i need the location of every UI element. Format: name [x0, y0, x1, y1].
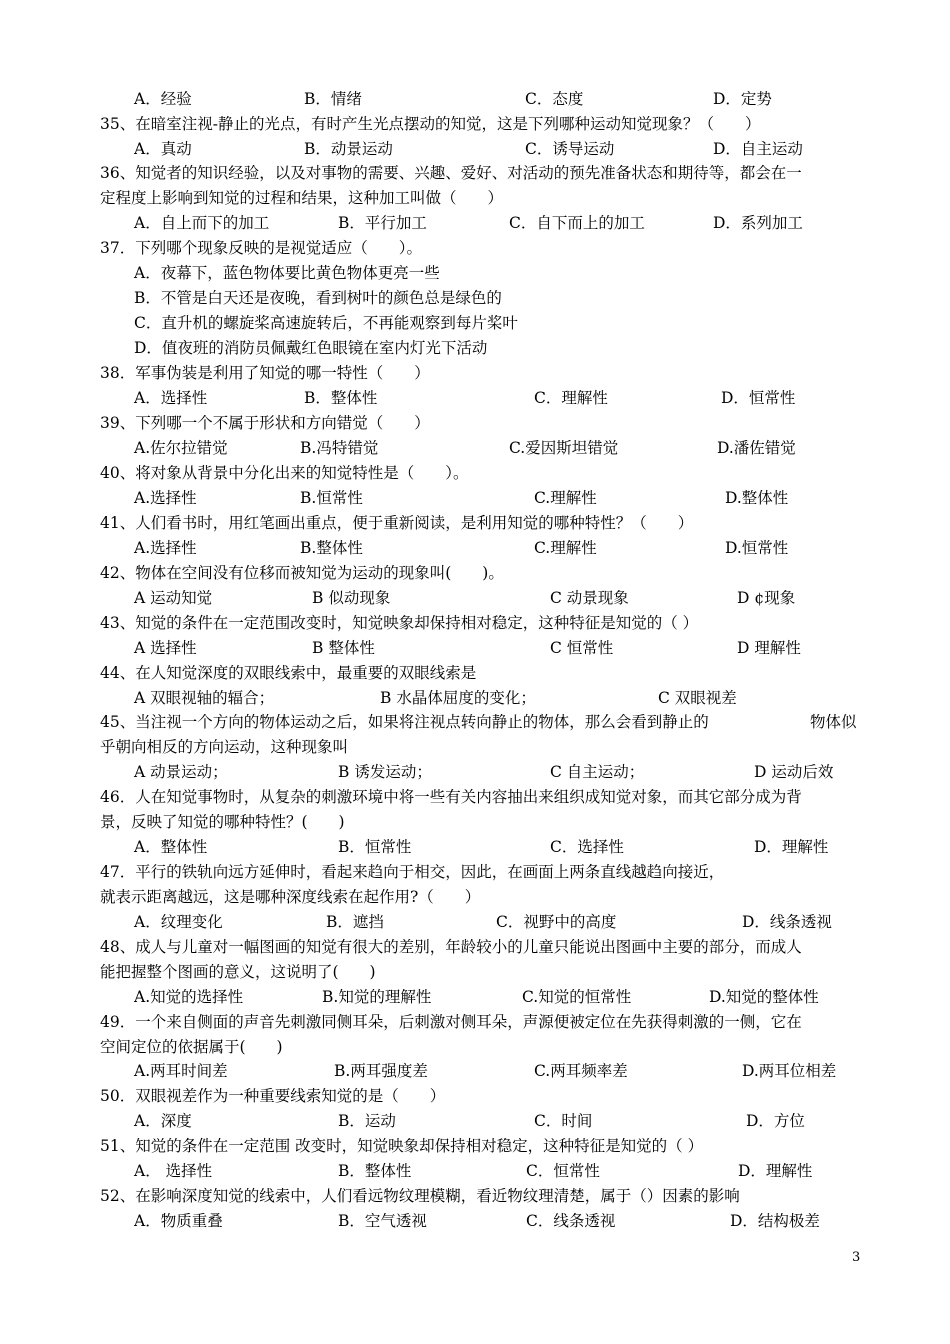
question-line	[0, 411, 950, 436]
question-text: D．值夜班的消防员佩戴红色眼镜在室内灯光下活动	[134, 339, 488, 357]
option-text: A．整体性	[134, 838, 208, 856]
question-line	[0, 960, 950, 985]
option-text: C 自主运动；	[550, 763, 645, 781]
option-text: A．经验	[134, 90, 192, 108]
option-text: C.理解性	[534, 539, 597, 557]
option-text: B．整体性	[338, 1162, 412, 1180]
option-text: B.冯特错觉	[300, 439, 379, 457]
question-text: 49．一个来自侧面的声音先刺激同侧耳朵，后刺激对侧耳朵，声源便被定位在先获得刺激的一侧，它在	[100, 1013, 802, 1031]
question-text: 42、物体在空间没有位移而被知觉为运动的现象叫( )。	[100, 564, 504, 582]
question-text: A．夜幕下，蓝色物体要比黄色物体更亮一些	[134, 264, 440, 282]
question-text: 能把握整个图画的意义，这说明了( )	[100, 963, 376, 981]
option-row	[0, 1159, 950, 1184]
option-text: A 选择性	[134, 639, 197, 657]
option-text: D．理解性	[754, 838, 829, 856]
question-text: 40、将对象从背景中分化出来的知觉特性是（ ）。	[100, 464, 469, 482]
question-text: 41、人们看书时，用红笔画出重点，便于重新阅读，是利用知觉的哪种特性？（ ）	[100, 514, 694, 532]
option-text: C．恒常性	[526, 1162, 600, 1180]
question-line	[0, 1010, 950, 1035]
question-line	[0, 785, 950, 810]
question-text: 51、知觉的条件在一定范围 改变时，知觉映象却保持相对稳定，这种特征是知觉的（ ）	[100, 1137, 704, 1155]
option-text: B．整体性	[304, 389, 378, 407]
question-line	[0, 885, 950, 910]
option-row	[0, 486, 950, 511]
option-text: A 运动知觉	[134, 589, 213, 607]
option-text: C 双眼视差	[658, 689, 737, 707]
option-text: B．遮挡	[326, 913, 384, 931]
option-text: C．视野中的高度	[496, 913, 617, 931]
question-line	[0, 236, 950, 261]
option-text: B．平行加工	[338, 214, 427, 232]
option-row	[0, 436, 950, 461]
option-text: C.爱因斯坦错觉	[509, 439, 619, 457]
option-row	[0, 586, 950, 611]
question-text: 37．下列哪个现象反映的是视觉适应（ ）。	[100, 239, 422, 257]
question-text: 39、下列哪一个不属于形状和方向错觉（ ）	[100, 414, 430, 432]
option-row	[0, 137, 950, 162]
option-text: 物体似	[810, 713, 857, 731]
question-line	[0, 186, 950, 211]
question-line	[0, 261, 950, 286]
question-text: 景，反映了知觉的哪种特性？( )	[100, 813, 345, 831]
option-text: A.两耳时间差	[134, 1062, 228, 1080]
option-text: D.恒常性	[725, 539, 789, 557]
option-text: B 诱发运动；	[338, 763, 432, 781]
option-text: 45、当注视一个方向的物体运动之后，如果将注视点转向静止的物体，那么会看到静止的	[100, 713, 709, 731]
option-row	[0, 386, 950, 411]
option-text: B．运动	[338, 1112, 396, 1130]
question-text: B．不管是白天还是夜晚，看到树叶的颜色总是绿色的	[134, 289, 502, 307]
option-text: D．恒常性	[721, 389, 796, 407]
option-text: A 双眼视轴的辐合；	[134, 689, 275, 707]
option-text: A.选择性	[134, 539, 197, 557]
option-text: B 水晶体屈度的变化；	[380, 689, 536, 707]
option-text: B.恒常性	[300, 489, 363, 507]
option-text: D ¢现象	[737, 589, 796, 607]
question-text: 36、知觉者的知识经验，以及对事物的需要、兴趣、爱好、对活动的预先准备状态和期待等，都会在一	[100, 164, 802, 182]
option-text: A．深度	[134, 1112, 192, 1130]
option-row	[0, 985, 950, 1010]
option-row	[0, 835, 950, 860]
question-line	[0, 735, 950, 760]
option-row	[0, 87, 950, 112]
option-text: B.整体性	[300, 539, 363, 557]
question-line	[0, 810, 950, 835]
option-text: B 整体性	[312, 639, 375, 657]
question-line	[0, 561, 950, 586]
option-row	[0, 760, 950, 785]
question-line	[0, 661, 950, 686]
question-text: 乎朝向相反的方向运动，这种现象叫	[100, 738, 349, 756]
option-text: A.选择性	[134, 489, 197, 507]
page-number: 3	[852, 1250, 861, 1265]
option-text: A.知觉的选择性	[134, 988, 244, 1006]
option-text: C．时间	[534, 1112, 593, 1130]
option-text: D．结构极差	[730, 1212, 820, 1230]
option-text: B．恒常性	[338, 838, 412, 856]
option-text: A.佐尔拉错觉	[134, 439, 228, 457]
option-text: C 动景现象	[550, 589, 629, 607]
option-text: B 似动现象	[312, 589, 391, 607]
option-text: D.知觉的整体性	[709, 988, 819, 1006]
option-text: C．态度	[525, 90, 584, 108]
question-line	[0, 336, 950, 361]
option-row	[0, 211, 950, 236]
question-line	[0, 860, 950, 885]
question-text: 44、在人知觉深度的双眼线索中，最重要的双眼线索是	[100, 664, 477, 682]
question-line	[0, 1134, 950, 1159]
option-text: D．自主运动	[713, 140, 803, 158]
option-text: B.两耳强度差	[334, 1062, 428, 1080]
question-text: C．直升机的螺旋桨高速旋转后，不再能观察到每片桨叶	[134, 314, 518, 332]
question-line	[0, 611, 950, 636]
option-text: B.知觉的理解性	[322, 988, 432, 1006]
option-row	[0, 686, 950, 711]
option-row	[0, 910, 950, 935]
option-row	[0, 536, 950, 561]
question-line	[0, 1084, 950, 1109]
option-text: A．真动	[134, 140, 192, 158]
question-text: 35、在暗室注视-静止的光点，有时产生光点摆动的知觉，这是下列哪种运动知觉现象？（ ）	[100, 115, 761, 133]
option-text: C.知觉的恒常性	[522, 988, 632, 1006]
question-text: 46．人在知觉事物时，从复杂的刺激环境中将一些有关内容抽出来组织成知觉对象，而其它部分成为背	[100, 788, 802, 806]
question-line	[0, 461, 950, 486]
option-text: C．理解性	[534, 389, 608, 407]
option-text: B．动景运动	[304, 140, 393, 158]
option-text: D．系列加工	[713, 214, 803, 232]
option-text: D 运动后效	[754, 763, 834, 781]
option-text: D.两耳位相差	[742, 1062, 837, 1080]
option-text: C 恒常性	[550, 639, 614, 657]
question-line	[0, 112, 950, 137]
option-text: D.整体性	[725, 489, 789, 507]
option-row	[0, 1109, 950, 1134]
question-text: 43、知觉的条件在一定范围改变时，知觉映象却保持相对稳定，这种特征是知觉的（ ）	[100, 614, 699, 632]
question-text: 空间定位的依据属于( )	[100, 1038, 283, 1056]
option-text: B．空气透视	[338, 1212, 427, 1230]
question-line	[0, 311, 950, 336]
option-text: A．物质重叠	[134, 1212, 223, 1230]
option-text: A． 选择性	[134, 1162, 213, 1180]
option-text: D．方位	[746, 1112, 805, 1130]
option-text: D．线条透视	[742, 913, 832, 931]
option-text: C．选择性	[550, 838, 624, 856]
question-line	[0, 361, 950, 386]
question-line	[0, 161, 950, 186]
question-text: 50．双眼视差作为一种重要线索知觉的是（ ）	[100, 1087, 446, 1105]
question-line	[0, 935, 950, 960]
question-line	[0, 1035, 950, 1060]
option-text: A．自上而下的加工	[134, 214, 270, 232]
option-text: D 理解性	[737, 639, 801, 657]
question-text: 52、在影响深度知觉的线索中，人们看远物纹理模糊，看近物纹理清楚，属于（）因素的影响	[100, 1187, 740, 1205]
question-text: 定程度上影响到知觉的过程和结果，这种加工叫做（ ）	[100, 189, 504, 207]
option-text: D．定势	[713, 90, 772, 108]
option-text: B．情绪	[304, 90, 362, 108]
option-row	[0, 636, 950, 661]
question-line	[0, 511, 950, 536]
option-text: C．线条透视	[526, 1212, 616, 1230]
question-line	[0, 1184, 950, 1209]
option-text: D．理解性	[738, 1162, 813, 1180]
question-line	[0, 286, 950, 311]
question-text: 48、成人与儿童对一幅图画的知觉有很大的差别，年龄较小的儿童只能说出图画中主要的部分，而成人	[100, 938, 802, 956]
option-row	[0, 1209, 950, 1234]
option-text: D.潘佐错觉	[717, 439, 796, 457]
option-text: C．自下而上的加工	[509, 214, 645, 232]
option-row	[0, 1059, 950, 1084]
option-row	[0, 710, 950, 735]
question-text: 47．平行的铁轨向远方延伸时，看起来趋向于相交，因此，在画面上两条直线越趋向接近，	[100, 863, 725, 881]
option-text: A．纹理变化	[134, 913, 223, 931]
option-text: A．选择性	[134, 389, 208, 407]
question-text: 38．军事伪装是利用了知觉的哪一特性（ ）	[100, 364, 430, 382]
option-text: A 动景运动；	[134, 763, 228, 781]
option-text: C．诱导运动	[525, 140, 615, 158]
option-text: C.两耳频率差	[534, 1062, 628, 1080]
option-text: C.理解性	[534, 489, 597, 507]
question-text: 就表示距离越远，这是哪种深度线索在起作用?（ ）	[100, 888, 481, 906]
